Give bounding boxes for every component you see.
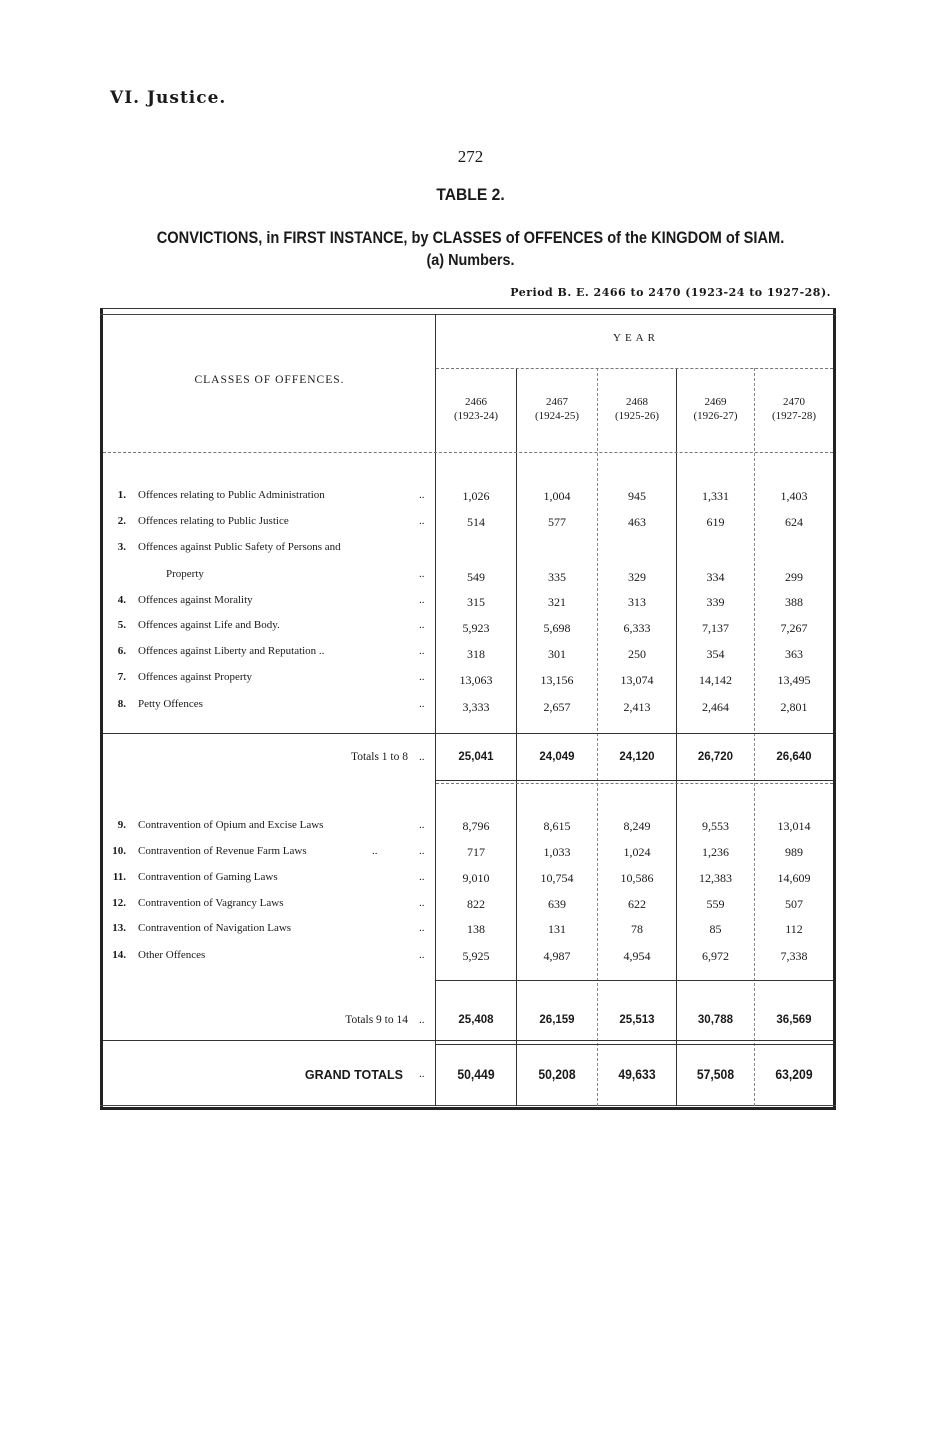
section-heading: VI. Justice.	[110, 88, 227, 108]
row-number: 6.	[117, 645, 126, 657]
table-frame-inner-top	[100, 314, 836, 315]
cell-value: 363	[785, 647, 803, 661]
grand-total-value: 57,508	[696, 1067, 735, 1082]
cell-value: 321	[548, 595, 566, 609]
cell-value: 7,338	[780, 949, 808, 963]
year-header-2467: 2467 (1924-25)	[535, 396, 579, 422]
cell-value: 299	[785, 570, 803, 584]
totals1-rule	[436, 780, 833, 781]
total-value: 25,513	[619, 1014, 655, 1026]
cell-value: 354	[706, 647, 725, 661]
group1-bottom-rule	[103, 733, 833, 734]
column-divider	[516, 368, 517, 1106]
grand-totals-label: GRAND TOTALS	[304, 1068, 403, 1082]
cell-value: 334	[706, 570, 725, 584]
cell-value: 4,954	[623, 949, 651, 963]
column-divider	[597, 368, 598, 1106]
cell-value: 301	[548, 647, 566, 661]
cell-value: 318	[467, 647, 485, 661]
total-value: 26,159	[539, 1014, 575, 1026]
cell-value: 1,331	[702, 489, 729, 503]
row-label: Petty Offences	[138, 698, 203, 710]
cell-value: 507	[785, 897, 803, 911]
row-label: Offences against Life and Body.	[138, 619, 280, 631]
totals-label: Totals 1 to 8	[350, 751, 408, 763]
column-divider	[754, 368, 755, 1106]
leader-dots: ..	[419, 568, 425, 580]
grand-top-rule-2	[436, 1044, 833, 1045]
leader-dots: ..	[419, 671, 425, 683]
table-subtitle: (a) Numbers.	[426, 252, 515, 269]
leader-dots: ..	[419, 1068, 425, 1080]
cell-value: 78	[631, 922, 643, 936]
cell-value: 7,137	[702, 621, 729, 635]
cell-value: 1,033	[543, 845, 571, 859]
row-label: Contravention of Gaming Laws	[138, 871, 278, 883]
table-title: CONVICTIONS, in FIRST INSTANCE, by CLASSES of OFFENCES of the KINGDOM of SIAM.	[156, 228, 785, 247]
year-heading: YEAR	[613, 332, 659, 344]
cell-value: 14,142	[699, 673, 732, 687]
row-number: 5.	[117, 619, 126, 631]
total-value: 25,408	[458, 1014, 494, 1026]
cell-value: 463	[628, 515, 646, 529]
row-label: Offences relating to Public Administration	[138, 489, 325, 501]
grand-total-value: 49,633	[618, 1067, 656, 1082]
row-number: 9.	[117, 819, 126, 831]
grand-top-rule	[103, 1040, 833, 1041]
row-number: 10.	[112, 845, 126, 857]
leader-dots: ..	[419, 819, 425, 831]
leader-dots: ..	[419, 1014, 425, 1026]
row-number: 11.	[112, 871, 126, 883]
cell-value: 945	[628, 489, 646, 503]
cell-value: 822	[467, 897, 485, 911]
cell-value: 329	[628, 570, 646, 584]
row-number: 3.	[117, 541, 126, 553]
row-number: 7.	[117, 671, 126, 683]
cell-value: 577	[548, 515, 566, 529]
leader-dots: ..	[419, 698, 425, 710]
total-value: 24,120	[619, 751, 655, 763]
row-label: Contravention of Navigation Laws	[138, 922, 292, 934]
header-rule	[103, 452, 833, 453]
page-number: 272	[457, 147, 484, 166]
leader-dots: ..	[419, 897, 425, 909]
leader-dots: ..	[372, 845, 378, 857]
cell-value: 315	[467, 595, 485, 609]
cell-value: 514	[467, 515, 485, 529]
row-label: Contravention of Opium and Excise Laws	[138, 819, 324, 831]
leader-dots: ..	[419, 594, 425, 606]
row-label: Offences against Morality	[138, 594, 253, 606]
leader-dots: ..	[419, 489, 425, 501]
cell-value: 3,333	[462, 700, 490, 714]
row-number: 8.	[117, 698, 126, 710]
cell-value: 9,553	[702, 819, 729, 833]
row-number: 14.	[112, 949, 126, 961]
cell-value: 14,609	[777, 871, 811, 885]
classes-heading: CLASSES OF OFFENCES.	[194, 374, 345, 386]
row-label: Offences relating to Public Justice	[138, 515, 289, 527]
cell-value: 619	[706, 515, 725, 529]
cell-value: 2,657	[543, 700, 571, 714]
cell-value: 138	[467, 922, 485, 936]
row-number: 4.	[117, 594, 126, 606]
year-rule	[436, 368, 833, 369]
cell-value: 717	[467, 845, 485, 859]
cell-value: 549	[467, 570, 485, 584]
cell-value: 989	[785, 845, 803, 859]
cell-value: 10,586	[620, 871, 654, 885]
cell-value: 13,074	[620, 673, 654, 687]
row-label: Offences against Property	[138, 671, 253, 683]
cell-value: 13,014	[777, 819, 811, 833]
cell-value: 6,972	[702, 949, 729, 963]
cell-value: 4,987	[543, 949, 571, 963]
leader-dots: ..	[419, 871, 425, 883]
table-label: TABLE 2.	[436, 185, 505, 204]
cell-value: 5,698	[543, 621, 571, 635]
cell-value: 5,923	[462, 621, 490, 635]
total-value: 26,640	[776, 751, 812, 763]
cell-value: 250	[628, 647, 646, 661]
total-value: 30,788	[697, 1014, 734, 1026]
cell-value: 388	[785, 595, 803, 609]
cell-value: 1,403	[780, 489, 808, 503]
cell-value: 335	[548, 570, 566, 584]
cell-value: 131	[548, 922, 566, 936]
row-label: Offences against Public Safety of Persons and	[138, 541, 341, 553]
row-number: 1.	[117, 489, 126, 501]
cell-value: 13,063	[459, 673, 493, 687]
cell-value: 339	[706, 595, 725, 609]
leader-dots: ..	[419, 619, 425, 631]
cell-value: 8,615	[543, 819, 571, 833]
leader-dots: ..	[419, 922, 425, 934]
cell-value: 624	[785, 515, 803, 529]
grand-total-value: 63,209	[775, 1067, 813, 1082]
cell-value: 313	[628, 595, 646, 609]
row-label-continued: Property	[166, 568, 204, 580]
year-header-2466: 2466 (1923-24)	[454, 396, 498, 422]
grand-total-value: 50,208	[538, 1067, 576, 1082]
total-value: 26,720	[697, 751, 734, 763]
cell-value: 8,249	[623, 819, 651, 833]
leader-dots: ..	[419, 751, 425, 763]
cell-value: 639	[548, 897, 566, 911]
cell-value: 7,267	[780, 621, 808, 635]
cell-value: 1,026	[462, 489, 490, 503]
row-number: 2.	[117, 515, 126, 527]
cell-value: 2,413	[623, 700, 651, 714]
row-label: Contravention of Revenue Farm Laws	[138, 845, 307, 857]
table-frame-inner-bottom	[100, 1105, 836, 1106]
totals1-rule-2	[436, 783, 833, 784]
year-header-2468: 2468 (1925-26)	[615, 396, 659, 422]
cell-value: 13,495	[777, 673, 811, 687]
row-label: Offences against Liberty and Reputation ..	[138, 645, 325, 657]
grand-total-value: 50,449	[457, 1067, 495, 1082]
year-header-2470: 2470 (1927-28)	[772, 396, 816, 422]
cell-value: 12,383	[699, 871, 732, 885]
cell-value: 10,754	[540, 871, 574, 885]
row-label: Other Offences	[138, 949, 206, 961]
cell-value: 85	[709, 922, 722, 936]
cell-value: 559	[706, 897, 725, 911]
cell-value: 112	[785, 922, 803, 936]
total-value: 36,569	[776, 1014, 812, 1026]
leader-dots: ..	[419, 845, 425, 857]
year-header-2469: 2469 (1926-27)	[693, 396, 738, 422]
group2-bottom-rule	[436, 980, 833, 981]
leader-dots: ..	[419, 515, 425, 527]
period-note: Period B. E. 2466 to 2470 (1923-24 to 1927-28).	[510, 286, 831, 299]
row-number: 12.	[112, 897, 126, 909]
cell-value: 5,925	[462, 949, 490, 963]
cell-value: 622	[628, 897, 646, 911]
total-value: 25,041	[458, 751, 494, 763]
cell-value: 2,464	[702, 700, 729, 714]
cell-value: 1,236	[702, 845, 729, 859]
row-label: Contravention of Vagrancy Laws	[138, 897, 284, 909]
cell-value: 1,004	[543, 489, 571, 503]
cell-value: 13,156	[540, 673, 574, 687]
row-number: 13.	[112, 922, 126, 934]
cell-value: 6,333	[623, 621, 651, 635]
totals-label: Totals 9 to 14	[345, 1014, 408, 1026]
column-divider	[676, 368, 677, 1106]
leader-dots: ..	[419, 645, 425, 657]
cell-value: 9,010	[462, 871, 490, 885]
cell-value: 8,796	[462, 819, 490, 833]
cell-value: 1,024	[623, 845, 651, 859]
total-value: 24,049	[539, 751, 575, 763]
leader-dots: ..	[419, 949, 425, 961]
cell-value: 2,801	[780, 700, 808, 714]
